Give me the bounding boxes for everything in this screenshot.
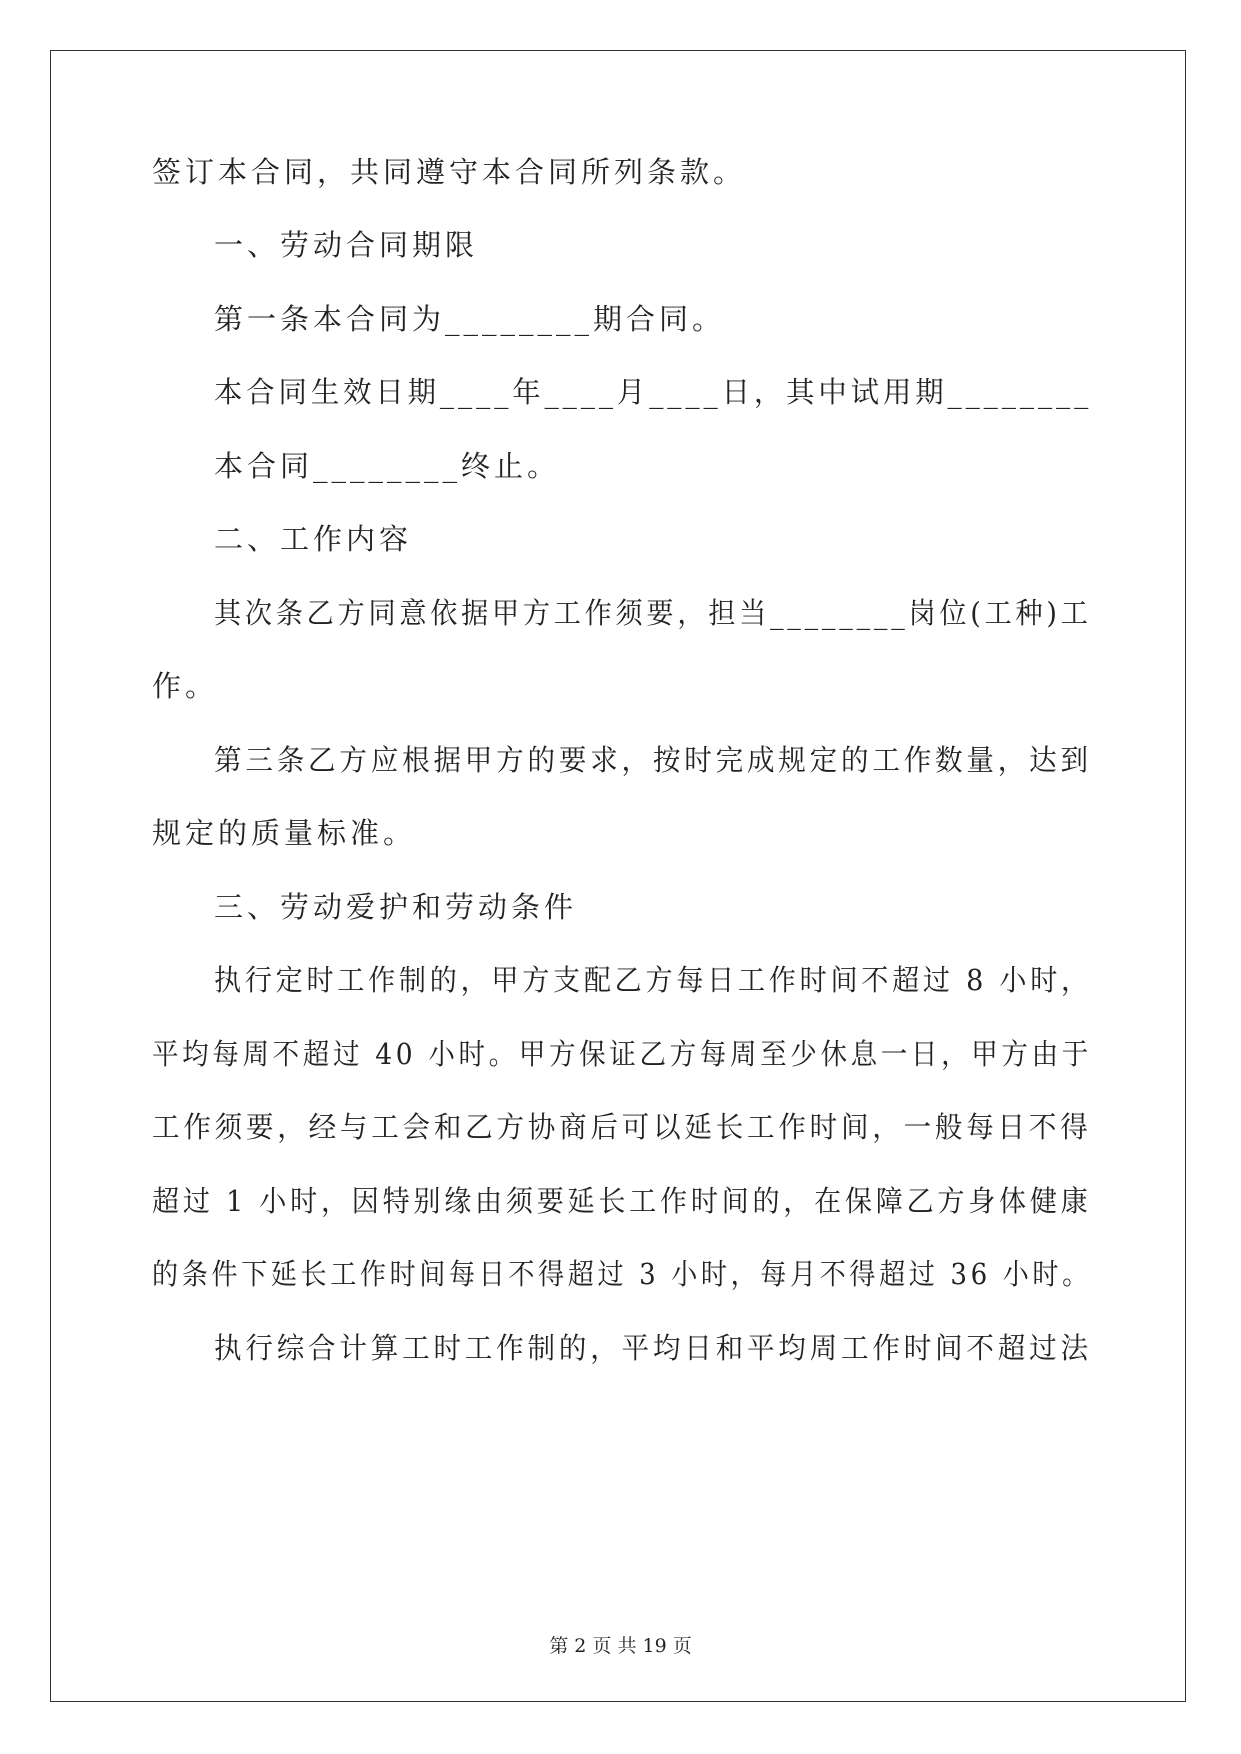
- paragraph-line: 超过 1 小时，因特别缘由须要延长工作时间的，在保障乙方身体健康: [152, 1184, 1092, 1218]
- paragraph-line: 规定的质量标准。: [152, 816, 417, 850]
- section-heading: 三、劳动爱护和劳动条件: [214, 890, 578, 924]
- paragraph-line: 的条件下延长工作时间每日不得超过 3 小时，每月不得超过 36 小时。: [152, 1257, 1092, 1291]
- paragraph-line: 作。: [152, 669, 219, 703]
- paragraph-line: 第一条本合同为________期合同。: [214, 302, 726, 336]
- paragraph-line: 执行定时工作制的，甲方支配乙方每日工作时间不超过 8 小时，: [214, 963, 1092, 997]
- paragraph-line: 第三条乙方应根据甲方的要求，按时完成规定的工作数量，达到: [214, 743, 1092, 777]
- paragraph-line: 工作须要，经与工会和乙方协商后可以延长工作时间，一般每日不得: [152, 1110, 1092, 1144]
- paragraph-line: 执行综合计算工时工作制的，平均日和平均周工作时间不超过法: [214, 1331, 1092, 1365]
- paragraph-line: 本合同________终止。: [214, 449, 561, 483]
- page-border: [50, 50, 1186, 1702]
- paragraph-line: 其次条乙方同意依据甲方工作须要，担当________岗位(工种)工: [214, 596, 1092, 630]
- paragraph-line: 本合同生效日期____年____月____日，其中试用期________: [214, 375, 1093, 409]
- section-heading: 二、工作内容: [214, 522, 413, 556]
- paragraph-line: 平均每周不超过 40 小时。甲方保证乙方每周至少休息一日，甲方由于: [152, 1037, 1092, 1071]
- page-number: 第 2 页 共 19 页: [549, 1635, 692, 1657]
- paragraph-line: 签订本合同，共同遵守本合同所列条款。: [152, 155, 747, 189]
- section-heading: 一、劳动合同期限: [214, 228, 479, 262]
